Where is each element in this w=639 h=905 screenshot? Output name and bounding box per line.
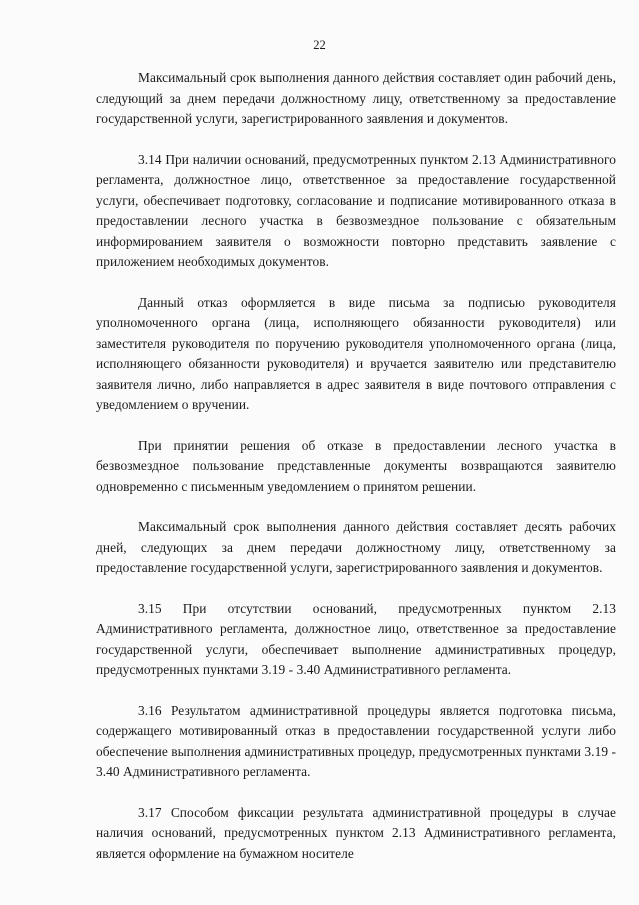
- paragraph-max-term-ten-days: Максимальный срок выполнения данного действия составляет десять рабочих дней, следующих за днем передачи должностному лицу, ответственному за предоставление государственной услуги, зарегистрированного заявления и документов.: [96, 519, 616, 575]
- paragraph-3-16: 3.16 Результатом административной процедуры является подготовка письма, содержащего мотивированный отказ в предоставлении государственной услуги либо обеспечение выполнения административных процедур, предусмотренных пунктами 3.19 - 3.40 Административного регламента.: [96, 702, 616, 779]
- paragraph-refusal-letter: Данный отказ оформляется в виде письма за подписью руководителя уполномоченного органа (лица, исполняющего обязанности руководителя) или заместителя руководителя по поручению руководителя уполномоченного органа (лица, исполняющего обязанности руководителя) и вручается заявителю или представителю заявителя лично, либо направляется в адрес заявителя в виде почтового отправления с уведомлением о вручении.: [96, 294, 616, 412]
- paragraph-3-17: 3.17 Способом фиксации результата административной процедуры в случае наличия оснований, предусмотренных пунктом 2.13 Административного регламента, является оформление на бумажном носителе: [96, 804, 616, 861]
- paragraph-3-15: 3.15 При отсутствии оснований, предусмотренных пунктом 2.13 Административного регламента, должностное лицо, ответственное за предоставление государственной услуги, обеспечивает выполнение административных процедур, предусмотренных пунктами 3.19 - 3.40 Административного регламента.: [96, 600, 616, 677]
- paragraph-3-14: 3.14 При наличии оснований, предусмотренных пунктом 2.13 Административного регламента, должностное лицо, ответственное за предоставление государственной услуги, обеспечивает подготовку, согласование и подписание мотивированного отказа в предоставлении лесного участка в безвозмездное пользование с обязательным информированием заявителя о возможности повторно представить заявление с приложением необходимых документов.: [96, 151, 616, 269]
- page-number: 22: [313, 38, 326, 52]
- paragraph-documents-return: При принятии решения об отказе в предоставлении лесного участка в безвозмездное пользование представленные документы возвращаются заявителю одновременно с письменным уведомлением о принятом решении.: [96, 437, 616, 494]
- document-body: [96, 68, 616, 882]
- paragraph-max-term-one-day: Максимальный срок выполнения данного действия составляет один рабочий день, следующий за днем передачи должностному лицу, ответственному за предоставление государственной услуги, зарегистрированного заявления и документов.: [96, 70, 616, 126]
